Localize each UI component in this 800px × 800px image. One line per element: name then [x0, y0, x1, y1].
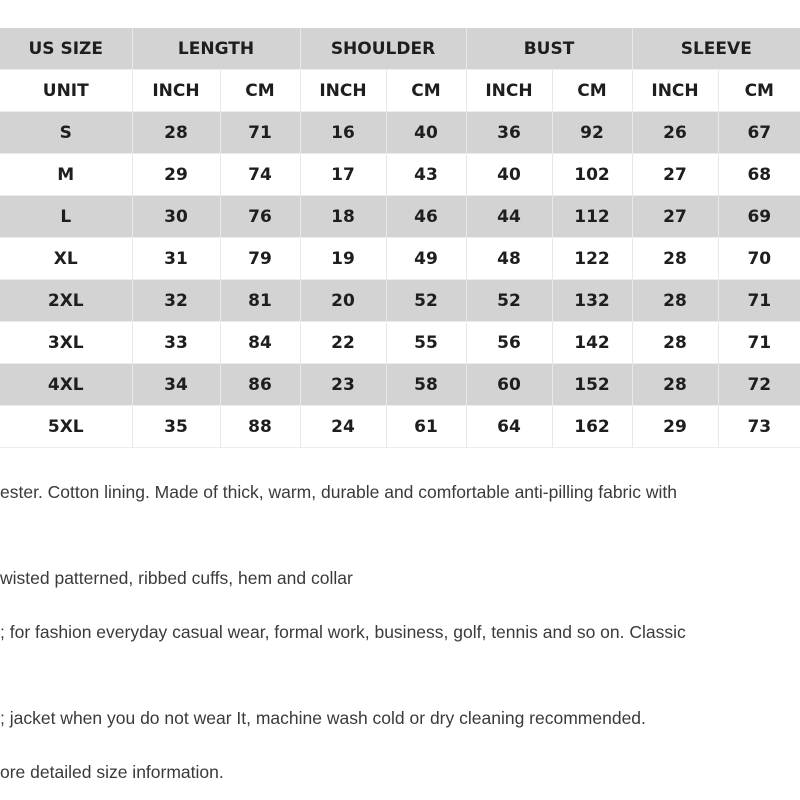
unit-cell: INCH: [466, 70, 552, 112]
measurement-cell: 69: [718, 196, 800, 238]
measurement-cell: 34: [132, 364, 220, 406]
measurement-cell: 28: [632, 322, 718, 364]
measurement-cell: 49: [386, 238, 466, 280]
size-label-cell: 3XL: [0, 322, 132, 364]
description-line-3: ; for fashion everyday casual wear, formal work, business, golf, tennis and so on. Classic: [0, 622, 686, 642]
measurement-cell: 79: [220, 238, 300, 280]
description-line-5: ore detailed size information.: [0, 762, 224, 782]
measurement-cell: 30: [132, 196, 220, 238]
size-row: [0, 238, 800, 280]
size-label-cell: S: [0, 112, 132, 154]
size-label-cell: L: [0, 196, 132, 238]
measurement-cell: 142: [552, 322, 632, 364]
measurement-cell: 44: [466, 196, 552, 238]
measurement-cell: 102: [552, 154, 632, 196]
measurement-cell: 43: [386, 154, 466, 196]
description-line-2: wisted patterned, ribbed cuffs, hem and collar: [0, 568, 353, 588]
header-sleeve: SLEEVE: [632, 28, 800, 70]
size-row: [0, 112, 800, 154]
measurement-cell: 112: [552, 196, 632, 238]
measurement-cell: 52: [386, 280, 466, 322]
unit-cell: CM: [220, 70, 300, 112]
measurement-cell: 58: [386, 364, 466, 406]
measurement-cell: 28: [632, 238, 718, 280]
size-chart-table: [0, 28, 800, 448]
unit-row: [0, 70, 800, 112]
measurement-cell: 88: [220, 406, 300, 448]
measurement-cell: 20: [300, 280, 386, 322]
measurement-cell: 28: [632, 280, 718, 322]
unit-cell: UNIT: [0, 70, 132, 112]
header-shoulder: SHOULDER: [300, 28, 466, 70]
size-row: [0, 280, 800, 322]
unit-cell: INCH: [632, 70, 718, 112]
measurement-cell: 31: [132, 238, 220, 280]
measurement-cell: 132: [552, 280, 632, 322]
measurement-cell: 33: [132, 322, 220, 364]
header-row: [0, 28, 800, 70]
measurement-cell: 46: [386, 196, 466, 238]
measurement-cell: 52: [466, 280, 552, 322]
measurement-cell: 60: [466, 364, 552, 406]
measurement-cell: 81: [220, 280, 300, 322]
measurement-cell: 29: [632, 406, 718, 448]
size-label-cell: 4XL: [0, 364, 132, 406]
measurement-cell: 18: [300, 196, 386, 238]
measurement-cell: 27: [632, 196, 718, 238]
measurement-cell: 19: [300, 238, 386, 280]
measurement-cell: 61: [386, 406, 466, 448]
measurement-cell: 67: [718, 112, 800, 154]
measurement-cell: 84: [220, 322, 300, 364]
size-row: [0, 322, 800, 364]
measurement-cell: 74: [220, 154, 300, 196]
size-row: [0, 406, 800, 448]
size-row: [0, 196, 800, 238]
measurement-cell: 152: [552, 364, 632, 406]
measurement-cell: 40: [386, 112, 466, 154]
measurement-cell: 48: [466, 238, 552, 280]
measurement-cell: 35: [132, 406, 220, 448]
measurement-cell: 26: [632, 112, 718, 154]
unit-cell: CM: [718, 70, 800, 112]
size-row: [0, 154, 800, 196]
measurement-cell: 55: [386, 322, 466, 364]
measurement-cell: 70: [718, 238, 800, 280]
measurement-cell: 22: [300, 322, 386, 364]
unit-cell: INCH: [300, 70, 386, 112]
measurement-cell: 68: [718, 154, 800, 196]
size-row: [0, 364, 800, 406]
header-us-size: US SIZE: [0, 28, 132, 70]
measurement-cell: 23: [300, 364, 386, 406]
measurement-cell: 162: [552, 406, 632, 448]
measurement-cell: 92: [552, 112, 632, 154]
measurement-cell: 29: [132, 154, 220, 196]
header-bust: BUST: [466, 28, 632, 70]
measurement-cell: 71: [718, 322, 800, 364]
unit-cell: CM: [386, 70, 466, 112]
measurement-cell: 17: [300, 154, 386, 196]
size-label-cell: 2XL: [0, 280, 132, 322]
measurement-cell: 71: [718, 280, 800, 322]
measurement-cell: 64: [466, 406, 552, 448]
measurement-cell: 16: [300, 112, 386, 154]
measurement-cell: 71: [220, 112, 300, 154]
unit-cell: CM: [552, 70, 632, 112]
measurement-cell: 73: [718, 406, 800, 448]
measurement-cell: 72: [718, 364, 800, 406]
size-label-cell: M: [0, 154, 132, 196]
size-label-cell: 5XL: [0, 406, 132, 448]
description-line-4: ; jacket when you do not wear It, machine wash cold or dry cleaning recommended.: [0, 708, 646, 728]
measurement-cell: 32: [132, 280, 220, 322]
measurement-cell: 122: [552, 238, 632, 280]
header-length: LENGTH: [132, 28, 300, 70]
measurement-cell: 36: [466, 112, 552, 154]
measurement-cell: 40: [466, 154, 552, 196]
measurement-cell: 76: [220, 196, 300, 238]
measurement-cell: 28: [132, 112, 220, 154]
measurement-cell: 86: [220, 364, 300, 406]
measurement-cell: 27: [632, 154, 718, 196]
measurement-cell: 24: [300, 406, 386, 448]
measurement-cell: 56: [466, 322, 552, 364]
unit-cell: INCH: [132, 70, 220, 112]
measurement-cell: 28: [632, 364, 718, 406]
size-label-cell: XL: [0, 238, 132, 280]
description-line-1: ester. Cotton lining. Made of thick, warm, durable and comfortable anti-pilling fabric with: [0, 482, 677, 502]
